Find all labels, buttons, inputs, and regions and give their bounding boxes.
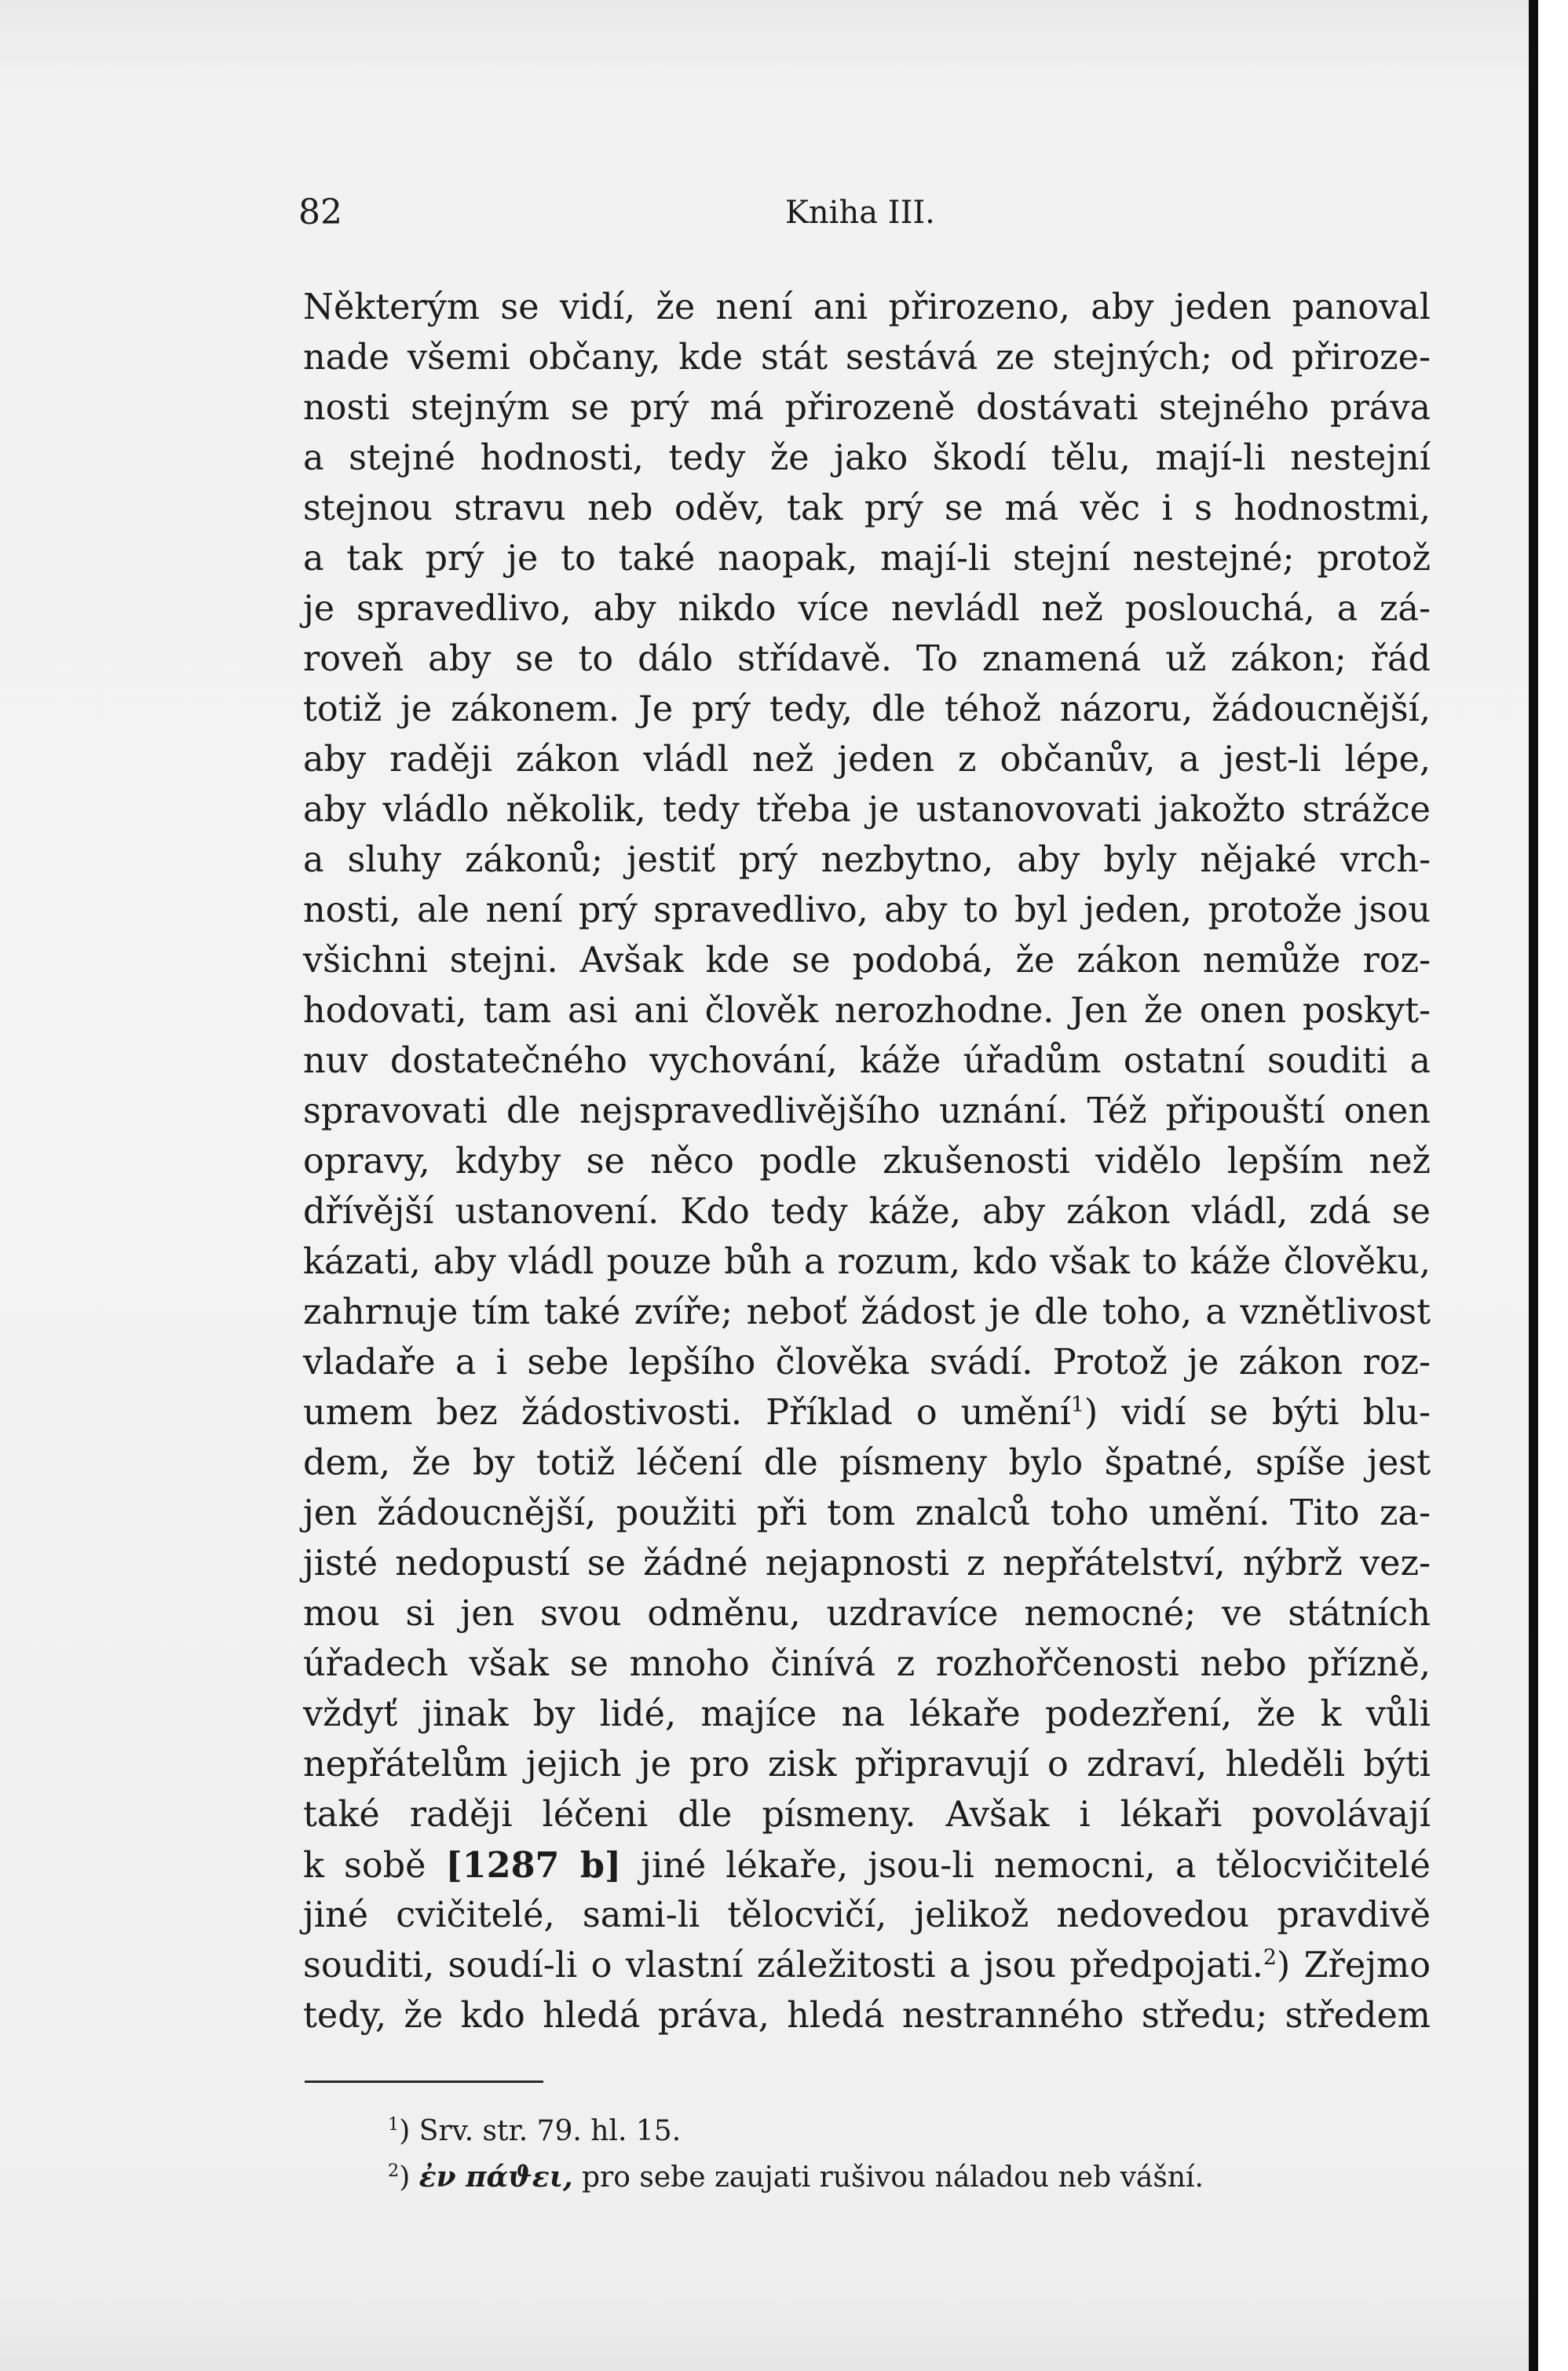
text-line: jisté nedopustí se žádné nejapnosti z nepřátelství, nýbrž vez- xyxy=(303,1544,1431,1584)
scan-margin xyxy=(1538,0,1568,2371)
page-header xyxy=(298,185,1413,240)
footnote-2 xyxy=(388,2154,1409,2201)
text-line: jiné cvičitelé, sami-li tělocvičí, jelikož nedovedou pravdivě xyxy=(303,1895,1431,1935)
text-line: aby raději zákon vládl než jeden z občanův, a jest-li lépe, xyxy=(303,740,1431,780)
text-line: je spravedlivo, aby nikdo více nevládl než poslouchá, a zá- xyxy=(303,589,1431,629)
text-line-with-footnote-ref xyxy=(303,1388,1431,1438)
footnote-marker: 2 xyxy=(1263,1945,1277,1971)
footnote-greek-term: ἐν πάϑει, xyxy=(418,2161,573,2194)
text-line: mou si jen svou odměnu, uzdravíce nemocné; ve státních xyxy=(303,1594,1431,1634)
text-line: úřadech však se mnoho činívá z rozhořčenosti nebo přízně, xyxy=(303,1644,1431,1684)
text-segment: ) Zřejmo xyxy=(1276,1945,1431,1986)
text-segment: ) vidí se býti blu- xyxy=(1084,1393,1431,1433)
text-line: hodovati, tam asi ani člověk nerozhodne. Jen že onen poskyt- xyxy=(303,991,1431,1031)
page-number: 82 xyxy=(298,192,342,232)
body-text xyxy=(303,283,1431,2041)
text-line: jen žádoucnější, použiti při tom znalců toho umění. Tito za- xyxy=(303,1493,1431,1533)
text-line: nade všemi občany, kde stát sestává ze stejných; od přiroze- xyxy=(303,338,1431,378)
text-line: a sluhy zákonů; jestiť prý nezbytno, aby byly nějaké vrch- xyxy=(303,840,1431,880)
text-line: opravy, kdyby se něco podle zkušenosti vidělo lepším než xyxy=(303,1142,1431,1182)
text-line: nuv dostatečného vychování, káže úřadům ostatní souditi a xyxy=(303,1041,1431,1081)
text-segment: jiné lékaře, jsou-li nemocni, a tělocvičitelé xyxy=(621,1846,1431,1886)
footnote-text: pro sebe zaujati rušivou náladou neb vášní. xyxy=(582,2161,1204,2194)
running-title: Kniha III. xyxy=(785,195,935,231)
footnote-marker: $^1$) xyxy=(388,2114,411,2147)
text-line: stejnou stravu neb oděv, tak prý se má věc i s hodnostmi, xyxy=(303,488,1431,528)
text-line: kázati, aby vládl pouze bůh a rozum, kdo však to káže člověku, xyxy=(303,1242,1431,1282)
text-line: a tak prý je to také naopak, mají-li stejní nestejné; protož xyxy=(303,539,1431,579)
text-line: Některým se vidí, že není ani přirozeno, aby jeden panoval xyxy=(303,287,1431,327)
text-segment: souditi, soudí-li o vlastní záležitosti a jsou předpojati. xyxy=(303,1945,1263,1986)
footnote-marker: $^2$) xyxy=(388,2161,411,2194)
text-line: vladaře a i sebe lepšího člověka svádí. Protož je zákon roz- xyxy=(303,1343,1431,1383)
text-line: také raději léčeni dle písmeny. Avšak i lékaři povolávají xyxy=(303,1795,1431,1835)
text-line: roveň aby se to dálo střídavě. To znamená už zákon; řád xyxy=(303,639,1431,679)
text-line: všichni stejni. Avšak kde se podobá, že zákon nemůže roz- xyxy=(303,941,1431,981)
footnote-1 xyxy=(388,2109,1409,2154)
text-line-with-footnote-ref xyxy=(303,1941,1431,1991)
text-line: spravovati dle nejspravedlivějšího uznání. Též připouští onen xyxy=(303,1091,1431,1131)
footnotes xyxy=(388,2109,1409,2201)
text-line: nosti, ale není prý spravedlivo, aby to byl jeden, protože jsou xyxy=(303,890,1431,930)
footnote-marker: 1 xyxy=(1070,1393,1084,1418)
footnote-text: Srv. str. 79. hl. 15. xyxy=(418,2115,682,2147)
text-line: a stejné hodnosti, tedy že jako škodí tělu, mají-li nestejní xyxy=(303,438,1431,478)
text-line: dem, že by totiž léčení dle písmeny bylo špatné, spíše jest xyxy=(303,1443,1431,1483)
text-line: nepřátelům jejich je pro zisk připravují o zdraví, hleděli býti xyxy=(303,1744,1431,1785)
text-line: tedy, že kdo hledá práva, hledá nestranného středu; středem xyxy=(303,1996,1431,2036)
text-line: aby vládlo několik, tedy třeba je ustanovovati jakožto strážce xyxy=(303,790,1431,830)
text-segment: k sobě xyxy=(303,1846,426,1886)
page-edge-shadow xyxy=(1529,0,1538,2371)
text-segment: umem bez žádostivosti. Příklad o umění xyxy=(303,1393,1071,1433)
text-line: totiž je zákonem. Je prý tedy, dle téhož názoru, žádoucnější, xyxy=(303,689,1431,729)
text-line-with-stephanus-ref xyxy=(303,1840,1431,1891)
stephanus-reference: [1287 b] xyxy=(445,1845,622,1886)
text-line: vždyť jinak by lidé, majíce na lékaře podezření, že k vůli xyxy=(303,1694,1431,1734)
footnote-separator xyxy=(305,2081,543,2083)
text-line: nosti stejným se prý má přirozeně dostávati stejného práva xyxy=(303,388,1431,428)
text-line: dřívější ustanovení. Kdo tedy káže, aby zákon vládl, zdá se xyxy=(303,1192,1431,1232)
text-line: zahrnuje tím také zvíře; neboť žádost je dle toho, a vznětlivost xyxy=(303,1292,1431,1332)
